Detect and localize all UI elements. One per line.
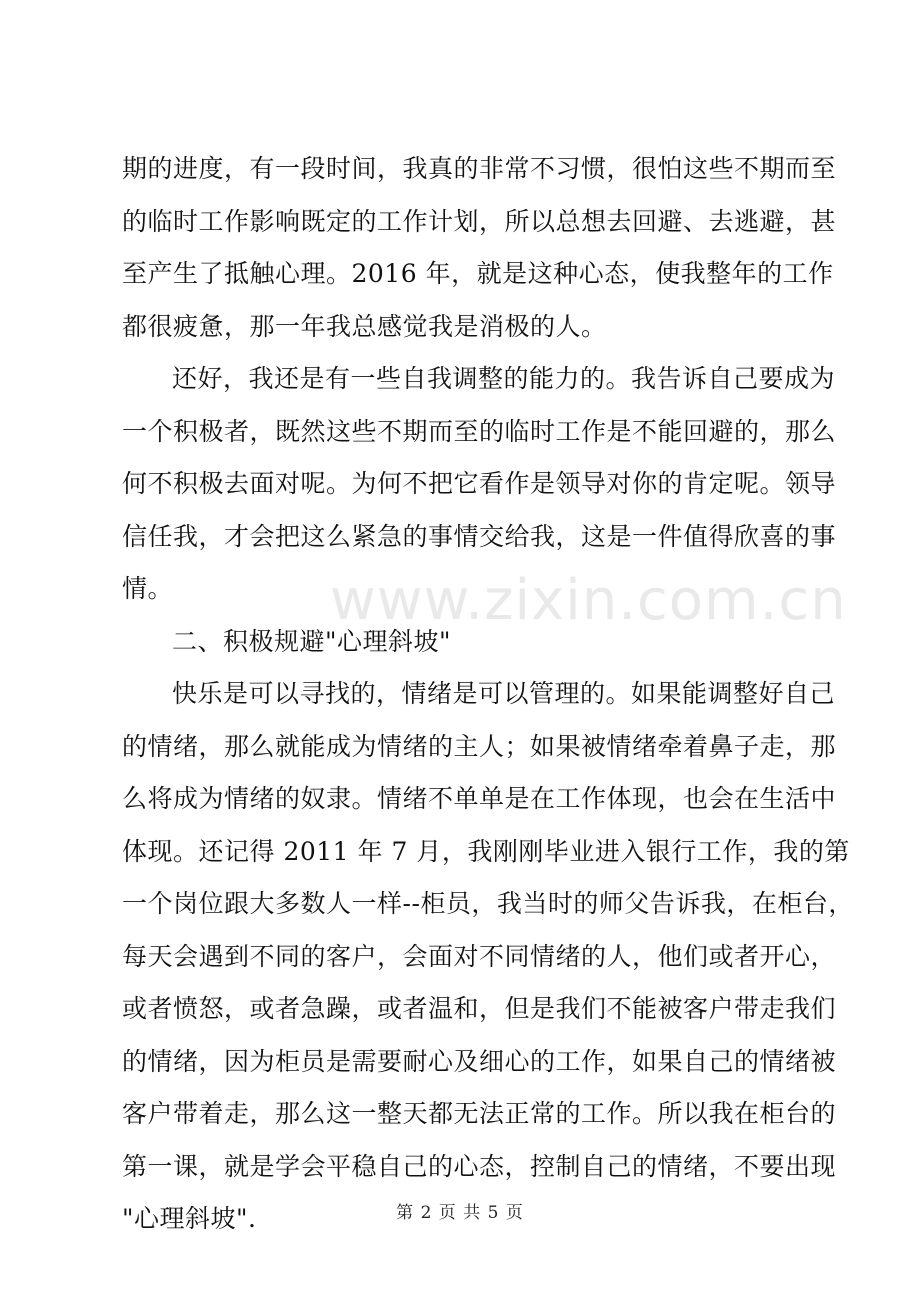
body-line: 么将成为情绪的奴隶。情绪不单单是在工作体现，也会在生活中 bbox=[122, 784, 837, 813]
body-line: 至产生了抵触心理。2016 年，就是这种心态，使我整年的工作 bbox=[122, 259, 834, 288]
body-line: 的情绪，那么就能成为情绪的主人；如果被情绪牵着鼻子走，那 bbox=[122, 731, 837, 761]
body-line: 或者愤怒，或者急躁，或者温和，但是我们不能被客户带走我们 bbox=[122, 994, 837, 1023]
body-line: 体现。还记得 2011 年 7 月，我刚刚毕业进入银行工作，我的第 bbox=[122, 836, 850, 866]
body-line: 信任我，才会把这么紧急的事情交给我，这是一件值得欣喜的事 bbox=[122, 521, 837, 551]
body-line: 的临时工作影响既定的工作计划，所以总想去回避、去逃避，甚 bbox=[122, 206, 837, 236]
paragraph-start-line: 还好，我还是有一些自我调整的能力的。我告诉自己要成为 bbox=[172, 364, 836, 393]
body-line: 一个积极者，既然这些不期而至的临时工作是不能回避的，那么 bbox=[122, 416, 837, 446]
page-number-footer: 第 2 页 共 5 页 bbox=[396, 1203, 524, 1223]
body-line: 期的进度，有一段时间，我真的非常不习惯，很怕这些不期而至 bbox=[122, 154, 837, 183]
watermark: www.zixin.com.cn bbox=[330, 568, 847, 633]
body-line: 的情绪，因为柜员是需要耐心及细心的工作，如果自己的情绪被 bbox=[122, 1046, 837, 1076]
body-line: 何不积极去面对呢。为何不把它看作是领导对你的肯定呢。领导 bbox=[122, 469, 837, 498]
paragraph-start-line: 快乐是可以寻找的，情绪是可以管理的。如果能调整好自己 bbox=[172, 679, 836, 708]
body-line: "心理斜坡". bbox=[122, 1204, 257, 1233]
body-line: 每天会遇到不同的客户，会面对不同情绪的人，他们或者开心， bbox=[122, 941, 837, 971]
body-line: 一个岗位跟大多数人一样--柜员，我当时的师父告诉我，在柜台， bbox=[122, 889, 854, 918]
document-body bbox=[122, 143, 854, 1246]
body-line: 客户带着走，那么这一整天都无法正常的工作。所以我在柜台的 bbox=[122, 1099, 837, 1128]
body-line: 第一课，就是学会平稳自己的心态，控制自己的情绪，不要出现 bbox=[122, 1151, 837, 1181]
section-heading: 二、积极规避"心理斜坡" bbox=[172, 626, 451, 656]
body-line: 都很疲惫，那一年我总感觉我是消极的人。 bbox=[122, 311, 607, 341]
body-line: 情。 bbox=[122, 574, 174, 603]
